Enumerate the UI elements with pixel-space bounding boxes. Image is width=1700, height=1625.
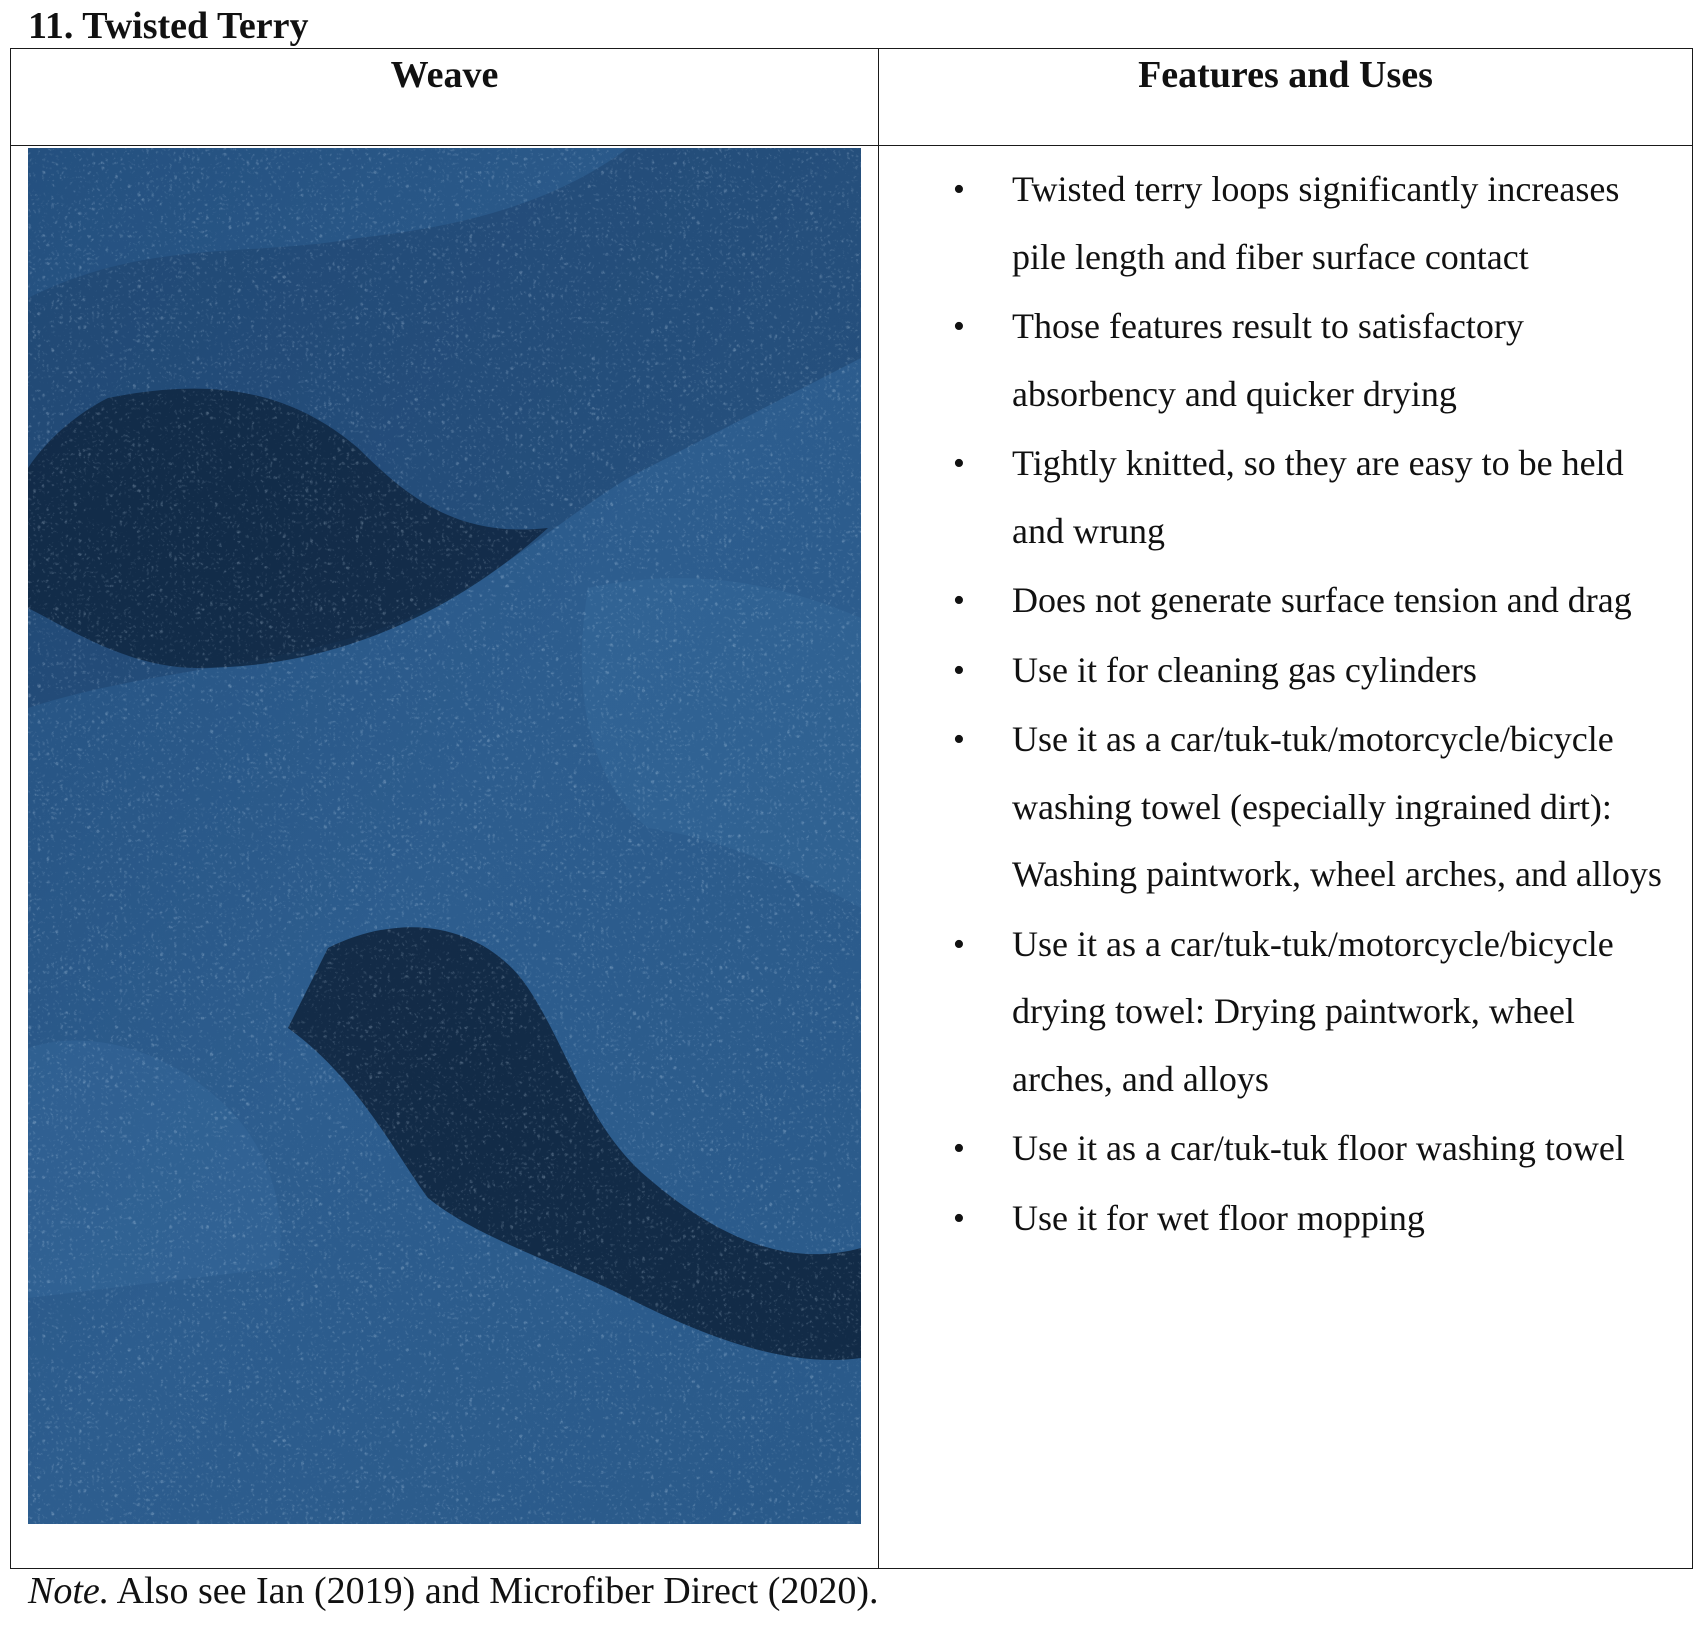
weave-features-table: [10, 48, 1693, 1569]
weave-cell: [11, 146, 879, 1569]
list-item: [879, 706, 1672, 909]
bullet-icon: •: [953, 721, 965, 758]
list-item: [879, 1185, 1672, 1253]
feature-text: Twisted terry loops significantly increases pile length and fiber surface contact: [1012, 169, 1620, 277]
features-list: [879, 146, 1692, 1252]
feature-text: Use it for wet floor mopping: [1012, 1197, 1425, 1238]
list-item: [879, 430, 1672, 565]
table-row: [11, 146, 1693, 1569]
section-title: 11. Twisted Terry: [28, 5, 309, 47]
bullet-icon: •: [953, 1130, 965, 1167]
list-item: [879, 1115, 1672, 1183]
bullet-icon: •: [953, 1199, 965, 1237]
header-features: Features and Uses: [879, 49, 1693, 146]
feature-text: Use it for cleaning gas cylinders: [1012, 649, 1477, 690]
bullet-icon: •: [953, 308, 965, 345]
list-item: [879, 637, 1672, 705]
bullet-icon: •: [953, 171, 965, 208]
bullet-icon: •: [953, 445, 965, 482]
table-header-row: [11, 49, 1693, 146]
bullet-icon: •: [953, 651, 965, 689]
list-item: [879, 293, 1672, 428]
feature-text: Tightly knitted, so they are easy to be held and wrung: [1012, 443, 1624, 551]
bullet-icon: •: [953, 582, 965, 619]
feature-text: Does not generate surface tension and drag: [1012, 580, 1632, 620]
list-item: [879, 156, 1672, 291]
feature-text: Use it as a car/tuk-tuk/motorcycle/bicycle drying towel: Drying paintwork, wheel arches, and alloys: [1012, 923, 1614, 1099]
bullet-icon: •: [953, 925, 965, 963]
header-weave: Weave: [11, 49, 879, 146]
table-note: [28, 1567, 879, 1615]
feature-text: Use it as a car/tuk-tuk/motorcycle/bicycle washing towel (especially ingrained dirt): Washing paintwork, wheel arches, and alloys: [1012, 719, 1662, 894]
list-item: [879, 911, 1672, 1114]
feature-text: Use it as a car/tuk-tuk floor washing towel: [1012, 1128, 1625, 1168]
note-label: Note.: [28, 1570, 110, 1612]
list-item: [879, 567, 1672, 635]
feature-text: Those features result to satisfactory absorbency and quicker drying: [1012, 306, 1524, 414]
features-cell: [879, 146, 1693, 1569]
note-text: Also see Ian (2019) and Microfiber Direct (2020).: [109, 1570, 879, 1612]
towel-texture-image: [28, 148, 861, 1524]
